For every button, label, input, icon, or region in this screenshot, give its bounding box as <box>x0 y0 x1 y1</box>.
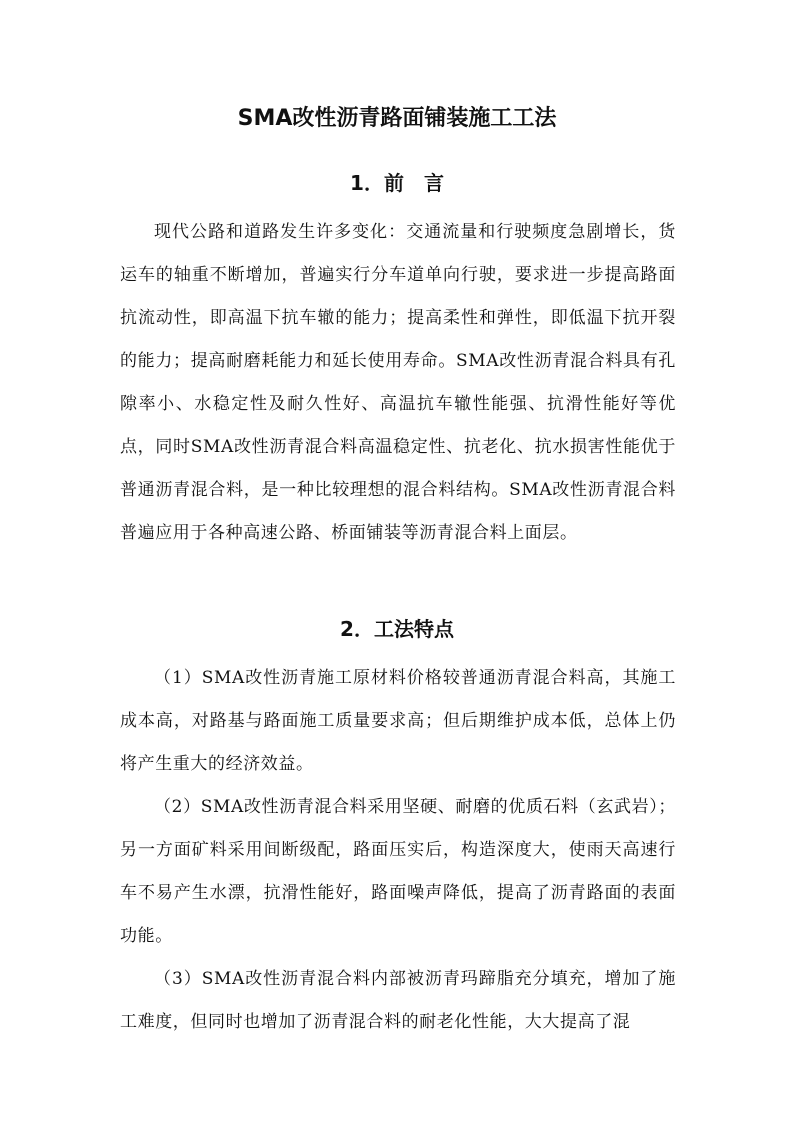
document-title: SMA改性沥青路面铺装施工工法 <box>237 106 557 131</box>
feature-paragraph-3: （3）SMA改性沥青混合料内部被沥青玛蹄脂充分填充，增加了施工难度，但同时也增加了沥青混合料的耐老化性能，大大提高了混 <box>120 969 676 1032</box>
section-heading-features: 2．工法特点 <box>340 617 454 641</box>
feature-paragraph-2: （2）SMA改性沥青混合料采用坚硬、耐磨的优质石料（玄武岩）；另一方面矿料采用间断级配，路面压实后，构造深度大，使雨天高速行车不易产生水漂，抗滑性能好，路面噪声降低，提高了沥青路面的表面功能。 <box>120 797 676 946</box>
section-heading-preface: 1．前 言 <box>350 171 444 195</box>
preface-paragraph: 现代公路和道路发生许多变化：交通流量和行驶频度急剧增长，货运车的轴重不断增加，普遍实行分车道单向行驶，要求进一步提高路面抗流动性，即高温下抗车辙的能力；提高柔性和弹性，即低温下抗开裂的能力；提高耐磨耗能力和延长使用寿命。SMA改性沥青混合料具有孔隙率小、水稳定性及耐久性好、高温抗车辙性能强、抗滑性能好等优点，同时SMA改性沥青混合料高温稳定性、抗老化、抗水损害性能优于普通沥青混合料，是一种比较理想的混合料结构。SMA改性沥青混合料普遍应用于各种高速公路、桥面铺装等沥青混合料上面层。 <box>120 222 676 543</box>
feature-paragraph-1: （1）SMA改性沥青施工原材料价格较普通沥青混合料高，其施工成本高，对路基与路面施工质量要求高；但后期维护成本低，总体上仍将产生重大的经济效益。 <box>120 668 676 774</box>
